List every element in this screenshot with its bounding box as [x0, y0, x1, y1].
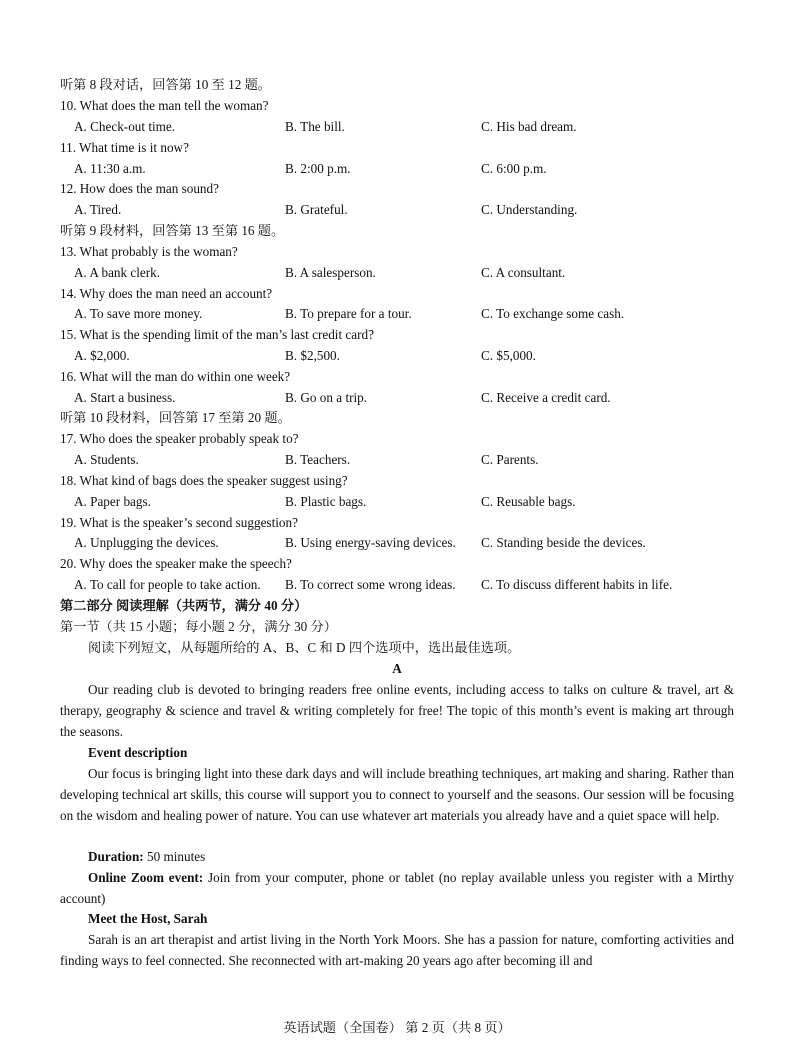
q10-option-a: A. Check-out time. [74, 119, 176, 134]
q19-option-b: B. Using energy-saving devices. [285, 535, 456, 550]
q11-option-c: C. 6:00 p.m. [481, 161, 547, 176]
part-2-title: 第二部分 阅读理解（共两节，满分 40 分） [60, 598, 308, 613]
question-11: 11. What time is it now? [60, 140, 189, 155]
question-13: 13. What probably is the woman? [60, 244, 238, 259]
question-19: 19. What is the speaker’s second suggestion? [60, 515, 298, 530]
q12-option-c: C. Understanding. [481, 202, 578, 217]
passage-label: A [392, 661, 402, 676]
passage-intro: Our reading club is devoted to bringing readers free online events, including access to talks on culture & travel, art & therapy, geography & science and travel & writing completely for free! The topic of this month’s event is making art through the seasons. [60, 682, 734, 739]
q20-option-b: B. To correct some wrong ideas. [285, 577, 456, 592]
q14-option-a: A. To save more money. [74, 306, 203, 321]
host-heading: Meet the Host, Sarah [88, 911, 208, 926]
q18-option-c: C. Reusable bags. [481, 494, 576, 509]
q13-option-c: C. A consultant. [481, 265, 566, 280]
q10-option-b: B. The bill. [285, 119, 345, 134]
reading-instruction: 阅读下列短文，从每题所给的 A、B、C 和 D 四个选项中，选出最佳选项。 [88, 640, 521, 655]
q18-option-a: A. Paper bags. [74, 494, 151, 509]
q16-option-b: B. Go on a trip. [285, 390, 368, 405]
page-footer: 英语试题（全国卷） 第 2 页（共 8 页） [283, 1020, 511, 1035]
q18-option-b: B. Plastic bags. [285, 494, 367, 509]
q17-option-c: C. Parents. [481, 452, 539, 467]
q11-option-b: B. 2:00 p.m. [285, 161, 351, 176]
q15-option-a: A. $2,000. [74, 348, 130, 363]
section-1-title: 第一节（共 15 小题；每小题 2 分，满分 30 分） [60, 619, 337, 634]
q13-option-a: A. A bank clerk. [74, 265, 161, 280]
q16-option-a: A. Start a business. [74, 390, 176, 405]
host-text: Sarah is an art therapist and artist living in the North York Moors. She has a passion for nature, comforting activities and finding ways to feel connected. She reconnected with art-making 20 years ago after becoming ill and [60, 932, 734, 968]
q20-option-a: A. To call for people to take action. [74, 577, 261, 592]
q17-option-a: A. Students. [74, 452, 139, 467]
question-17: 17. Who does the speaker probably speak to? [60, 431, 299, 446]
q13-option-b: B. A salesperson. [285, 265, 376, 280]
question-16: 16. What will the man do within one week? [60, 369, 291, 384]
q16-option-c: C. Receive a credit card. [481, 390, 611, 405]
question-18: 18. What kind of bags does the speaker suggest using? [60, 473, 348, 488]
zoom-value: Join from your computer, phone or tablet (no replay available unless you register with a Mirthy account) [60, 870, 734, 906]
question-12: 12. How does the man sound? [60, 181, 219, 196]
q14-option-b: B. To prepare for a tour. [285, 306, 412, 321]
duration-label: Duration: [88, 849, 144, 864]
event-description-heading: Event description [88, 745, 188, 760]
question-20: 20. Why does the speaker make the speech? [60, 556, 292, 571]
question-14: 14. Why does the man need an account? [60, 286, 273, 301]
q19-option-c: C. Standing beside the devices. [481, 535, 646, 550]
q12-option-a: A. Tired. [74, 202, 122, 217]
zoom-label: Online Zoom event: [88, 870, 204, 885]
section-10-instruction: 听第 10 段材料，回答第 17 至第 20 题。 [60, 410, 291, 425]
zoom-event-line [60, 868, 734, 910]
q20-option-c: C. To discuss different habits in life. [481, 577, 673, 592]
q10-option-c: C. His bad dream. [481, 119, 577, 134]
section-8-instruction: 听第 8 段对话，回答第 10 至 12 题。 [60, 77, 271, 92]
q15-option-c: C. $5,000. [481, 348, 536, 363]
q12-option-b: B. Grateful. [285, 202, 348, 217]
duration-line [60, 847, 734, 868]
q17-option-b: B. Teachers. [285, 452, 351, 467]
q14-option-c: C. To exchange some cash. [481, 306, 625, 321]
q19-option-a: A. Unplugging the devices. [74, 535, 219, 550]
section-9-instruction: 听第 9 段材料，回答第 13 至第 16 题。 [60, 223, 285, 238]
duration-value: 50 minutes [143, 849, 206, 864]
event-description-text: Our focus is bringing light into these dark days and will include breathing techniques, art making and sharing. Rather than developing technical art skills, this course will support you to connect to yourself and the seasons. Our session will be focusing on the wisdom and healing power of nature. You can use whatever art materials you already have and a quiet space will help. [60, 766, 734, 823]
question-15: 15. What is the spending limit of the man’s last credit card? [60, 327, 374, 342]
q11-option-a: A. 11:30 a.m. [74, 161, 146, 176]
question-10: 10. What does the man tell the woman? [60, 98, 269, 113]
q15-option-b: B. $2,500. [285, 348, 340, 363]
